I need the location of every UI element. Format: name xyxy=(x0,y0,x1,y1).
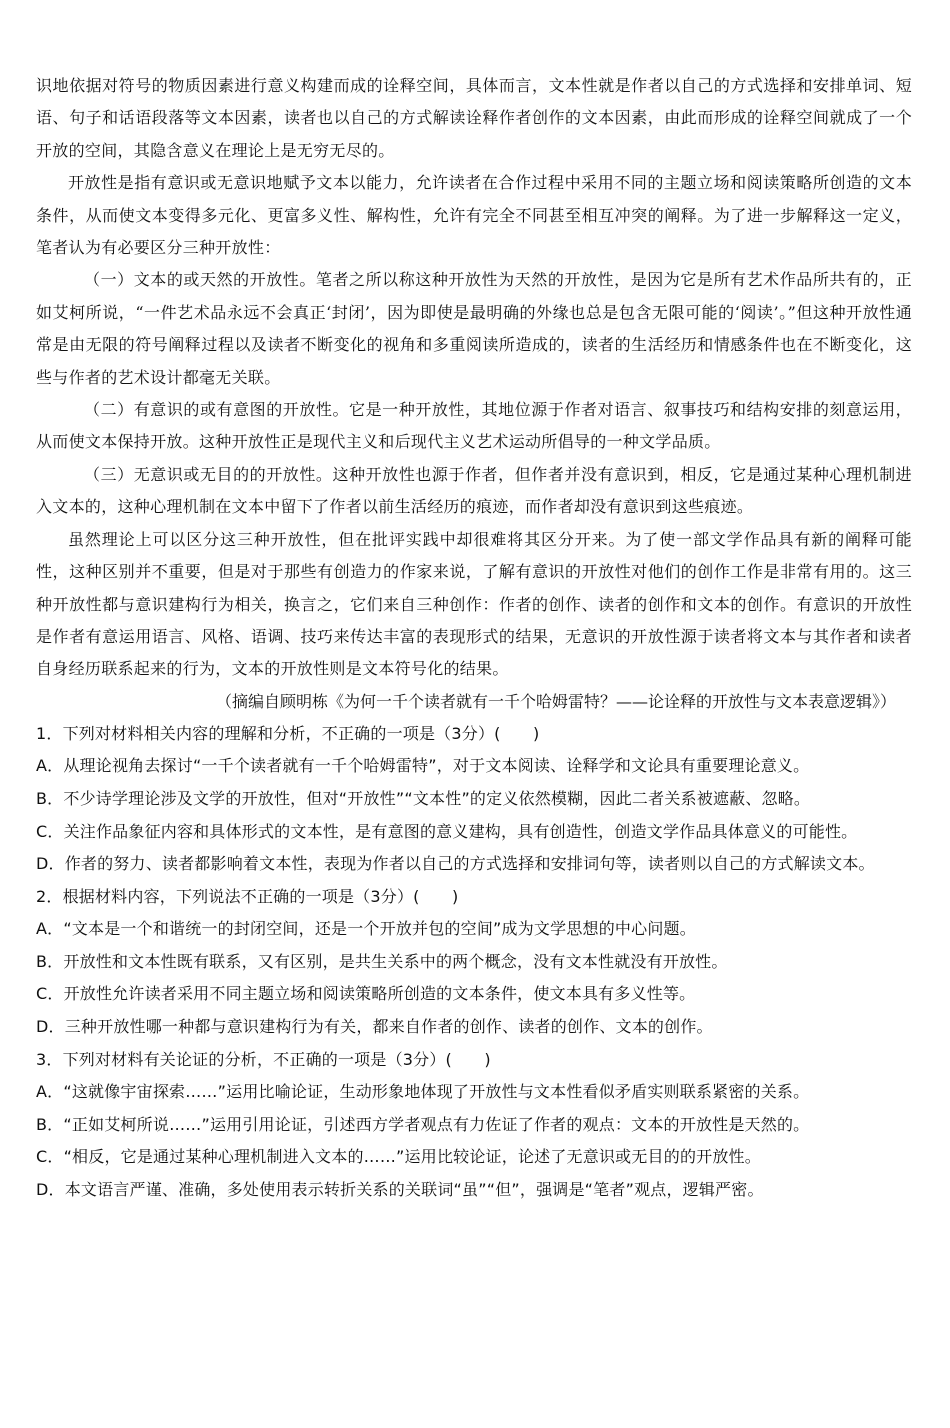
exam-page xyxy=(36,70,912,1207)
question-3 xyxy=(36,1044,912,1207)
question-stem: 1．下列对材料相关内容的理解和分析，不正确的一项是（3分）( ) xyxy=(36,723,540,743)
option-d: D．作者的努力、读者都影响着文本性，表现为作者以自己的方式选择和安排词句等，读者则以自己的方式解读文本。 xyxy=(36,854,875,874)
option-b: B．开放性和文本性既有联系，又有区别，是共生关系中的两个概念，没有文本性就没有开放性。 xyxy=(36,951,728,971)
option-b: B．不少诗学理论涉及文学的开放性，但对“开放性”“文本性”的定义依然模糊，因此二者关系被遮蔽、忽略。 xyxy=(36,788,811,808)
question-stem: 3．下列对材料有关论证的分析，不正确的一项是（3分）( ) xyxy=(36,1049,491,1069)
passage-paragraph: 虽然理论上可以区分这三种开放性，但在批评实践中却很难将其区分开来。为了使一部文学作品具有新的阐释可能性，这种区别并不重要，但是对于那些有创造力的作家来说，了解有意识的开放性对他们的创作工作是非常有用的。这三种开放性都与意识建构行为相关，换言之，它们来自三种创作：作者的创作、读者的创作和文本的创作。有意识的开放性是作者有意运用语言、风格、语调、技巧来传达丰富的表现形式的结果，无意识的开放性源于读者将文本与其作者和读者自身经历联系起来的行为，文本的开放性则是文本符号化的结果。 xyxy=(36,529,912,679)
passage-source-citation: （摘编自顾明栋《为何一千个读者就有一千个哈姆雷特？——论诠释的开放性与文本表意逻辑》） xyxy=(215,691,896,711)
passage-paragraph: （二）有意识的或有意图的开放性。它是一种开放性，其地位源于作者对语言、叙事技巧和结构安排的刻意运用，从而使文本保持开放。这种开放性正是现代主义和后现代主义艺术运动所倡导的一种文学品质。 xyxy=(36,400,912,452)
passage-paragraph: 识地依据对符号的物质因素进行意义构建而成的诠释空间，具体而言，文本性就是作者以自己的方式选择和安排单词、短语、句子和话语段落等文本因素，读者也以自己的方式解读诠释作者创作的文本因素，由此而形成的诠释空间就成了一个开放的空间，其隐含意义在理论上是无穷无尽的。 xyxy=(36,76,912,160)
question-stem: 2．根据材料内容，下列说法不正确的一项是（3分）( ) xyxy=(36,886,459,906)
question-list xyxy=(36,718,912,1207)
option-a: A．从理论视角去探讨“一千个读者就有一千个哈姆雷特”，对于文本阅读、诠释学和文论具有重要理论意义。 xyxy=(36,756,810,776)
option-c: C．“相反，它是通过某种心理机制进入文本的……”运用比较论证，论述了无意识或无目的的开放性。 xyxy=(36,1147,761,1167)
option-d: D．本文语言严谨、准确，多处使用表示转折关系的关联词“虽”“但”，强调是“笔者”观点，逻辑严密。 xyxy=(36,1180,764,1200)
option-b: B．“正如艾柯所说……”运用引用论证，引述西方学者观点有力佐证了作者的观点：文本的开放性是天然的。 xyxy=(36,1114,810,1134)
reading-passage xyxy=(36,70,912,686)
passage-paragraph: 开放性是指有意识或无意识地赋予文本以能力，允许读者在合作过程中采用不同的主题立场和阅读策略所创造的文本条件，从而使文本变得多元化、更富多义性、解构性，允许有完全不同甚至相互冲突的阐释。为了进一步解释这一定义，笔者认为有必要区分三种开放性： xyxy=(36,173,912,258)
question-2 xyxy=(36,881,912,1044)
option-a: A．“文本是一个和谐统一的封闭空间，还是一个开放并包的空间”成为文学思想的中心问题。 xyxy=(36,919,696,939)
option-a: A．“这就像宇宙探索……”运用比喻论证，生动形象地体现了开放性与文本性看似矛盾实则联系紧密的关系。 xyxy=(36,1082,810,1102)
option-d: D．三种开放性哪一种都与意识建构行为有关，都来自作者的创作、读者的创作、文本的创作。 xyxy=(36,1017,713,1037)
option-c: C．关注作品象征内容和具体形式的文本性，是有意图的意义建构，具有创造性，创造文学作品具体意义的可能性。 xyxy=(36,821,858,841)
passage-paragraph: （三）无意识或无目的的开放性。这种开放性也源于作者，但作者并没有意识到，相反，它是通过某种心理机制进入文本的，这种心理机制在文本中留下了作者以前生活经历的痕迹，而作者却没有意识到这些痕迹。 xyxy=(36,464,912,517)
question-1 xyxy=(36,718,912,881)
option-c: C．开放性允许读者采用不同主题立场和阅读策略所创造的文本条件，使文本具有多义性等。 xyxy=(36,984,696,1004)
passage-paragraph: （一）文本的或天然的开放性。笔者之所以称这种开放性为天然的开放性，是因为它是所有艺术作品所共有的，正如艾柯所说，“一件艺术品永远不会真正‘封闭’，因为即使是最明确的外缘也总是包含无限可能的‘阅读’。”但这种开放性通常是由无限的符号阐释过程以及读者不断变化的视角和多重阅读所造成的，读者的生活经历和情感条件也在不断变化，这些与作者的艺术设计都毫无关联。 xyxy=(36,270,912,387)
